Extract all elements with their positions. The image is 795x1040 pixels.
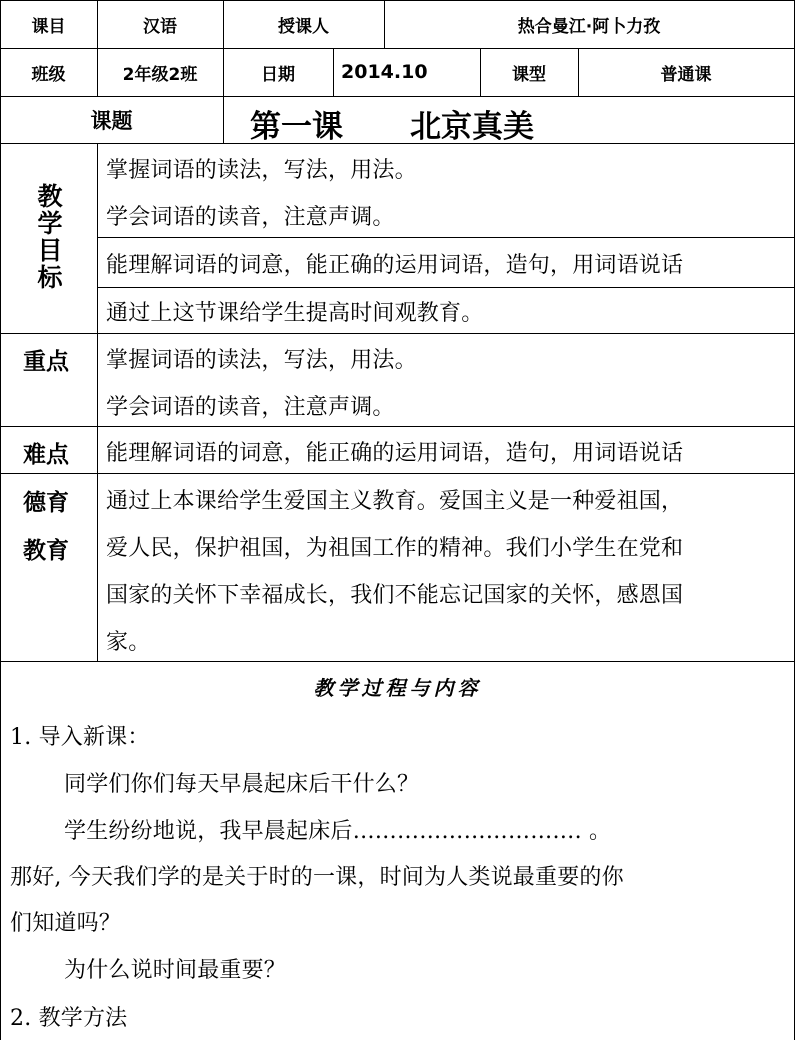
- process-line: 1. 导入新课：: [10, 725, 150, 750]
- moral-line: 通过上本课给学生爱国主义教育。爱国主义是一种爱祖国，: [106, 489, 684, 514]
- topic-lesson: 第一课: [250, 109, 343, 145]
- objectives-label-char: 标: [37, 263, 63, 292]
- topic-title: 北京真美: [410, 109, 534, 145]
- difficulty-line: 能理解词语的词意，能正确的运用词语，造句，用词语说话: [106, 441, 684, 466]
- process-line: 学生纷纷地说，我早晨起床后…………………………. 。: [64, 819, 612, 844]
- moral-line: 国家的关怀下幸福成长，我们不能忘记国家的关怀，感恩国: [106, 583, 684, 608]
- grid-line: [97, 287, 795, 288]
- objective-line: 通过上这节课给学生提高时间观教育。: [106, 301, 484, 326]
- subject-label: 课目: [31, 16, 66, 37]
- grid-line: [0, 143, 795, 144]
- difficulties-label: 难点: [23, 442, 69, 468]
- process-line: 2. 教学方法: [10, 1006, 128, 1031]
- grid-line: [97, 143, 98, 661]
- process-heading: 教学过程与内容: [313, 676, 482, 700]
- topic-label: 课题: [90, 108, 133, 133]
- objective-line: 掌握词语的读法，写法，用法。: [106, 158, 417, 183]
- process-line: 们知道吗？: [10, 911, 122, 936]
- date-label: 日期: [261, 64, 295, 85]
- process-line: 为什么说时间最重要？: [64, 958, 287, 983]
- objectives-label-char: 教: [37, 182, 63, 211]
- objective-line: 能理解词语的词意，能正确的运用词语，造句，用词语说话: [106, 253, 684, 278]
- type-value: 普通课: [660, 64, 712, 85]
- subject-value: 汉语: [143, 16, 177, 37]
- grid-line: [97, 237, 795, 238]
- moral-line: 家。: [106, 630, 151, 655]
- process-line: 那好, 今天我们学的是关于时的一课，时间为人类说最重要的你: [10, 865, 624, 890]
- teacher-value: 热合曼江·阿卜力孜: [517, 16, 661, 37]
- teacher-label: 授课人: [278, 16, 329, 37]
- date-value: 2014.10: [341, 61, 428, 83]
- key-points-label: 重点: [23, 349, 69, 375]
- objectives-label: [35, 183, 65, 291]
- class-label: 班级: [31, 64, 66, 85]
- grid-line: [0, 473, 795, 474]
- grid-line: [0, 333, 795, 334]
- class-value: 2年级2班: [122, 64, 198, 85]
- moral-line: 爱人民，保护祖国，为祖国工作的精神。我们小学生在党和: [106, 536, 684, 561]
- grid-line: [0, 426, 795, 427]
- objectives-label-char: 学: [37, 209, 63, 238]
- type-label: 课型: [512, 64, 546, 85]
- key-point-line: 学会词语的读音，注意声调。: [106, 395, 395, 420]
- grid-line: [0, 661, 795, 662]
- key-point-line: 掌握词语的读法，写法，用法。: [106, 348, 417, 373]
- moral-label: 教育: [23, 538, 69, 564]
- process-line: 同学们你们每天早晨起床后干什么？: [64, 772, 420, 797]
- objective-line: 学会词语的读音，注意声调。: [106, 205, 395, 230]
- grid-line: [0, 0, 1, 1040]
- objectives-label-char: 目: [37, 236, 63, 265]
- moral-label: 德育: [23, 490, 69, 516]
